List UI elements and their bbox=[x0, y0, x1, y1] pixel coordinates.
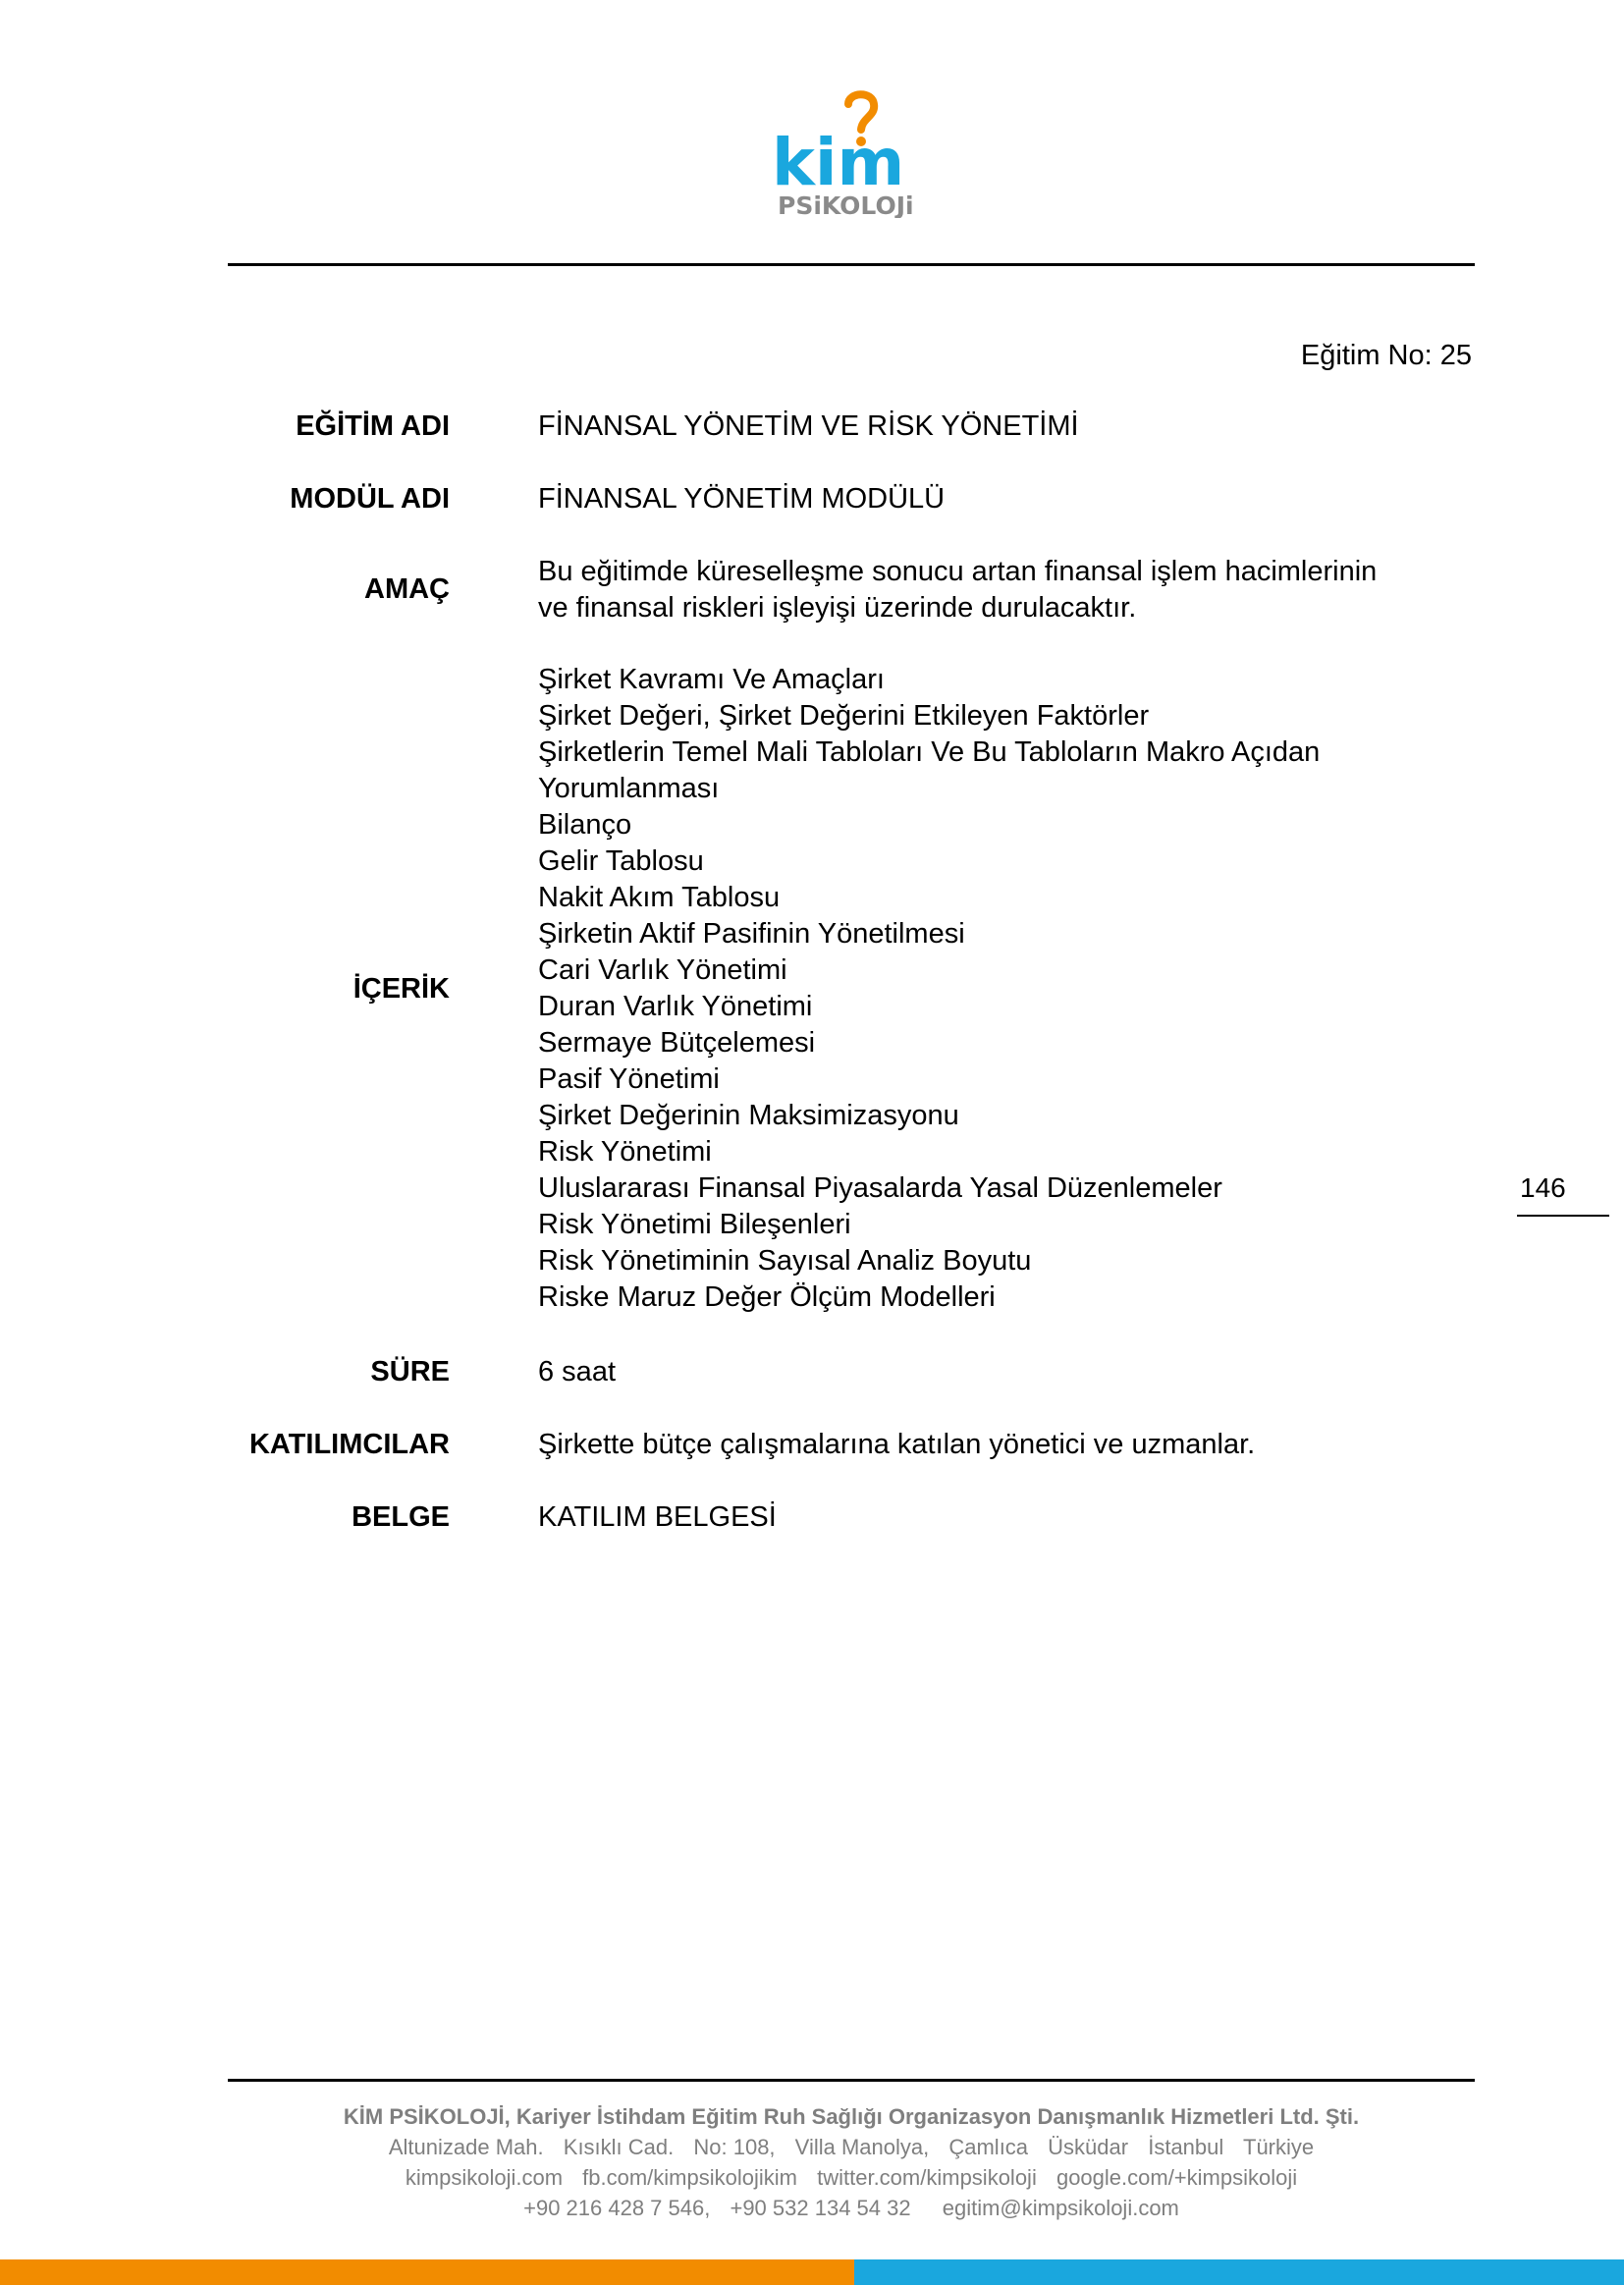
footer-address-part: Altunizade Mah. bbox=[388, 2135, 544, 2159]
content-item: Nakit Akım Tablosu bbox=[538, 882, 781, 913]
module-name-label: MODÜL ADI bbox=[290, 483, 450, 515]
page-number-underline bbox=[1517, 1215, 1609, 1217]
content-item: Şirketlerin Temel Mali Tabloları Ve Bu Tabloların Makro Açıdan Yorumlanması bbox=[538, 736, 1321, 804]
footer-company-line bbox=[228, 2101, 1475, 2132]
certificate-value: KATILIM BELGESİ bbox=[538, 1501, 777, 1533]
footer-twitter-link[interactable]: twitter.com/kimpsikoloji bbox=[817, 2165, 1037, 2190]
footer-website-link[interactable]: kimpsikoloji.com bbox=[405, 2165, 564, 2190]
footer-phone-2: +90 532 134 54 32 bbox=[730, 2196, 911, 2220]
footer-divider bbox=[228, 2079, 1475, 2082]
footer-phone-1: +90 216 428 7 546, bbox=[523, 2196, 711, 2220]
content-item: Duran Varlık Yönetimi bbox=[538, 991, 813, 1022]
footer-address-part: Kısıklı Cad. bbox=[563, 2135, 675, 2159]
content-item: Uluslararası Finansal Piyasalarda Yasal Düzenlemeler bbox=[538, 1172, 1222, 1204]
module-name-value: FİNANSAL YÖNETİM MODÜLÜ bbox=[538, 483, 946, 515]
content-item: Risk Yönetimi bbox=[538, 1136, 712, 1168]
content-item: Şirket Değeri, Şirket Değerini Etkileyen Faktörler bbox=[538, 700, 1150, 732]
footer-company-name: KİM PSİKOLOJİ, bbox=[343, 2104, 511, 2129]
bottom-bar-blue bbox=[854, 2259, 1624, 2285]
footer-company-title: Kariyer İstihdam Eğitim Ruh Sağlığı Organizasyon Danışmanlık Hizmetleri Ltd. Şti. bbox=[515, 2104, 1360, 2129]
footer-address-part: Çamlıca bbox=[948, 2135, 1029, 2159]
content-item: Cari Varlık Yönetimi bbox=[538, 954, 787, 986]
footer bbox=[228, 2101, 1475, 2223]
content-item: Şirketin Aktif Pasifinin Yönetilmesi bbox=[538, 918, 965, 950]
footer-contact-line bbox=[228, 2193, 1475, 2223]
training-name-label: EĞİTİM ADI bbox=[296, 410, 450, 442]
footer-address-part: İstanbul bbox=[1148, 2135, 1224, 2159]
purpose-label: AMAÇ bbox=[364, 573, 450, 605]
footer-address-line bbox=[228, 2132, 1475, 2162]
participants-label: KATILIMCILAR bbox=[248, 1429, 450, 1460]
bottom-brand-bar bbox=[0, 2259, 1624, 2285]
content-item: Riske Maruz Değer Ölçüm Modelleri bbox=[538, 1281, 996, 1313]
footer-email-link[interactable]: egitim@kimpsikoloji.com bbox=[942, 2196, 1179, 2220]
content-item: Pasif Yönetimi bbox=[538, 1063, 720, 1095]
footer-facebook-link[interactable]: fb.com/kimpsikolojikim bbox=[582, 2165, 797, 2190]
duration-value: 6 saat bbox=[538, 1356, 616, 1387]
footer-google-link[interactable]: google.com/+kimpsikoloji bbox=[1056, 2165, 1298, 2190]
footer-address-part: Türkiye bbox=[1243, 2135, 1315, 2159]
content-item: Şirket Değerinin Maksimizasyonu bbox=[538, 1100, 959, 1131]
duration-label: SÜRE bbox=[370, 1356, 450, 1387]
kim-psikoloji-logo-mark bbox=[766, 90, 933, 218]
page-number: 146 bbox=[1520, 1172, 1566, 1203]
logo-subtitle: PSiKOLOJi bbox=[778, 191, 914, 218]
content-item: Sermaye Bütçelemesi bbox=[538, 1027, 816, 1059]
participants-value: Şirkette bütçe çalışmalarına katılan yönetici ve uzmanlar. bbox=[538, 1429, 1256, 1460]
content-item: Risk Yönetimi Bileşenleri bbox=[538, 1209, 851, 1240]
purpose-value: Bu eğitimde küreselleşme sonucu artan finansal işlem hacimlerinin ve finansal riskleri işleyişi üzerinde durulacaktır. bbox=[538, 556, 1378, 624]
training-name-value: FİNANSAL YÖNETİM VE RİSK YÖNETİMİ bbox=[538, 410, 1079, 442]
content-item: Risk Yönetiminin Sayısal Analiz Boyutu bbox=[538, 1245, 1032, 1277]
education-number: Eğitim No: 25 bbox=[1300, 340, 1472, 371]
content-item: Bilanço bbox=[538, 809, 632, 841]
footer-address-part: No: 108, bbox=[693, 2135, 776, 2159]
logo-word: kim bbox=[772, 125, 905, 200]
content-item: Şirket Kavramı Ve Amaçları bbox=[538, 664, 885, 695]
content-value bbox=[538, 662, 1324, 1316]
footer-address-part: Villa Manolya, bbox=[794, 2135, 930, 2159]
content-item: Gelir Tablosu bbox=[538, 845, 704, 877]
bottom-bar-orange bbox=[0, 2259, 854, 2285]
certificate-label: BELGE bbox=[352, 1501, 450, 1533]
content-label: İÇERİK bbox=[352, 973, 450, 1005]
content-list bbox=[538, 662, 1324, 1316]
footer-address-part: Üsküdar bbox=[1048, 2135, 1129, 2159]
header-divider bbox=[228, 263, 1475, 266]
footer-web-line bbox=[228, 2162, 1475, 2193]
company-logo bbox=[766, 90, 933, 218]
